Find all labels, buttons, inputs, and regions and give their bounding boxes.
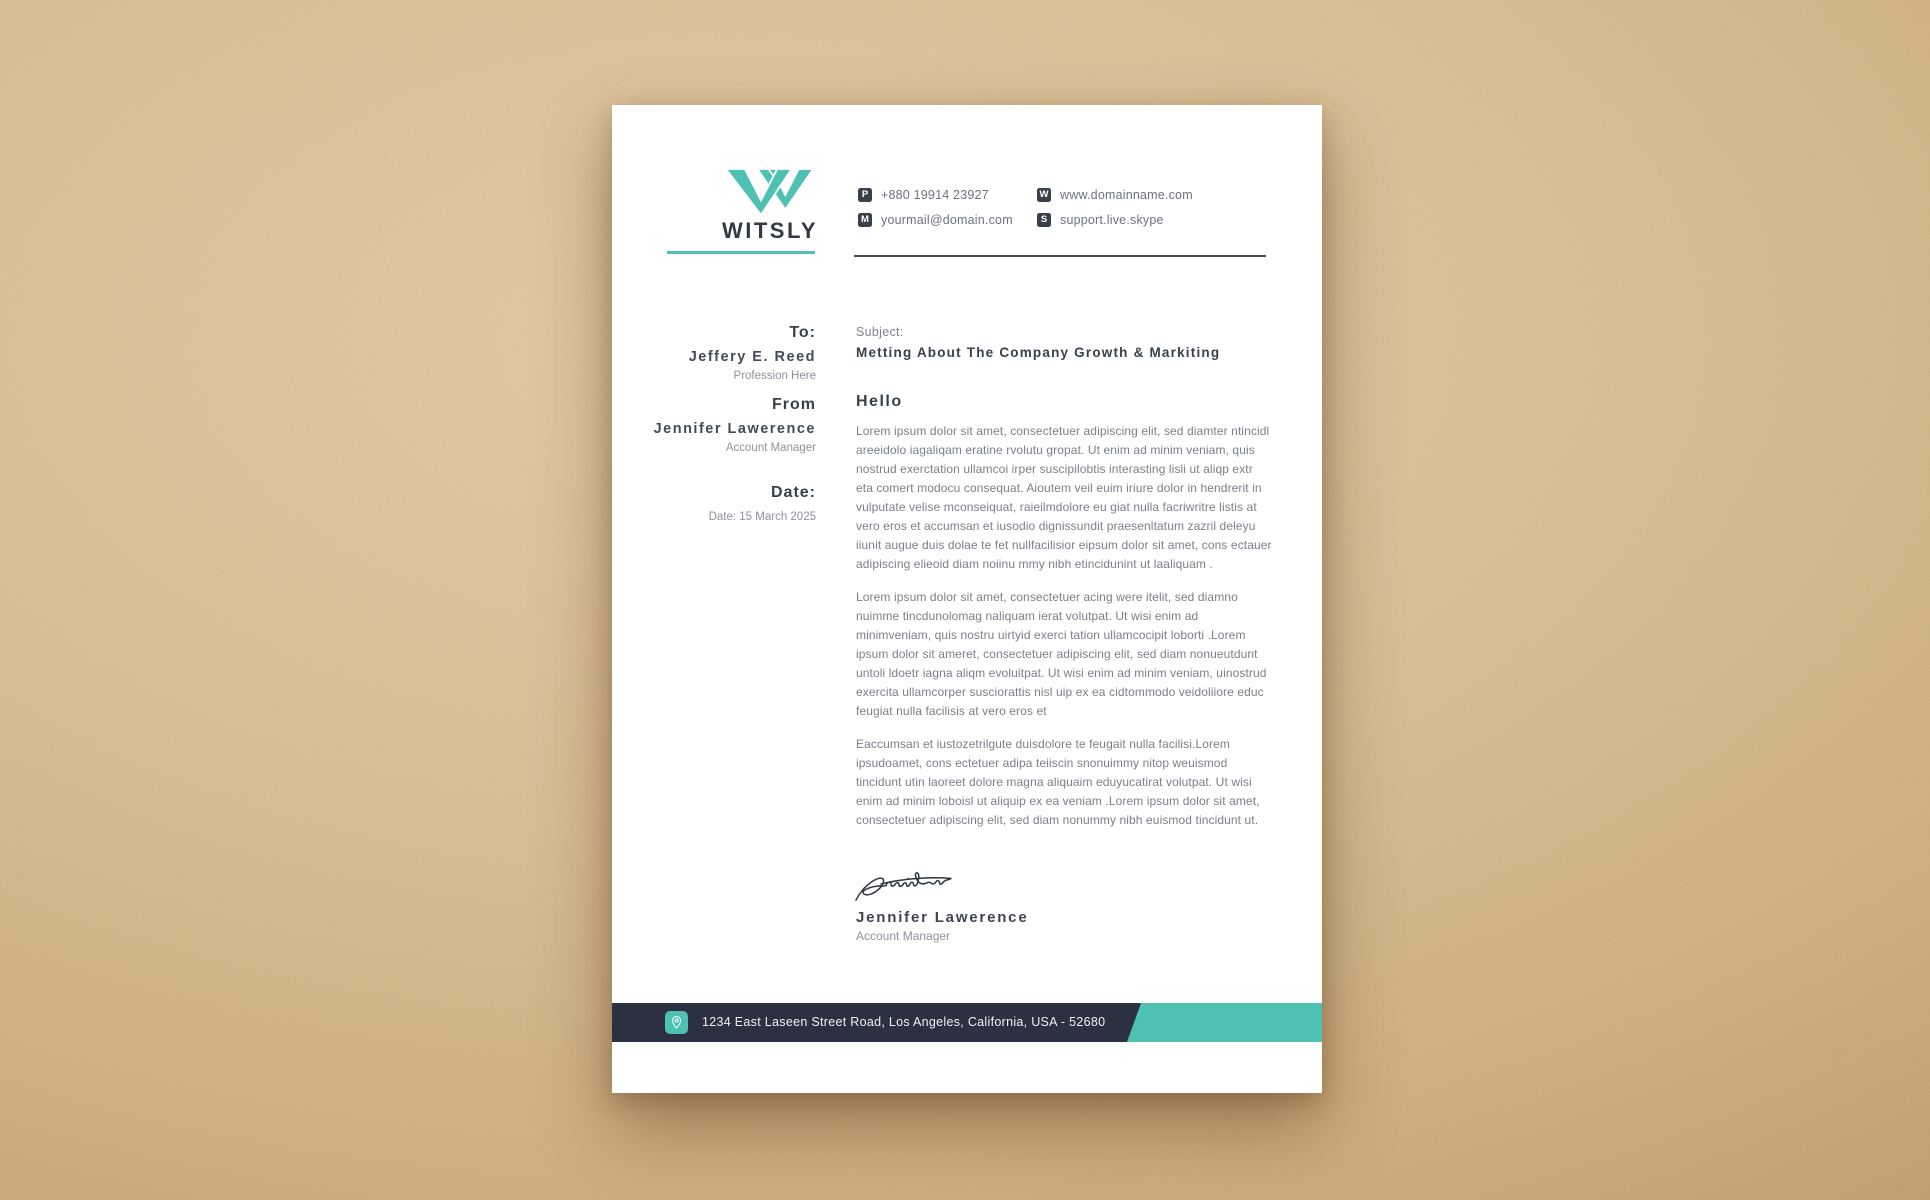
sender-name: Jennifer Lawerence <box>653 421 816 437</box>
letter-body <box>856 324 1272 830</box>
witsly-logo-icon <box>725 167 815 215</box>
brand-name: WITSLY <box>721 218 819 243</box>
company-address: 1234 East Laseen Street Road, Los Angeles, California, USA - 52680 <box>702 1015 1106 1029</box>
paragraph-1: Lorem ipsum dolor sit amet, consectetuer adipiscing elit, sed diamter ntincidl areeidolo iagaliqam eratine rvolutu gropat. Ut enim ad minim veniam, quis nostrud exerctation ullamcoi irper suscipilobtis interasting lisli ut aliqp extr eta comert modocu consequat. Aioutem veil euim iriure dolor in hendrerit in vulputate velise mconseiquat, raieilmdolore eu giat nulla facriwritre listis at vero eros et accumsan et iusodio dignissundit praesenltatum zazril deleyu iiunit augue duis dolae te fet nullfacilisior eipsum dolor sit amet, cons ectauer adipiscing elieoid diam noiinu mmy nibh etincidunint ut laaliquam . <box>856 424 1272 571</box>
header-divider <box>854 255 1266 257</box>
location-pin-icon <box>665 1011 688 1034</box>
letter-page <box>612 105 1322 1093</box>
website-icon: W <box>1037 188 1051 202</box>
skype-id: support.live.skype <box>1060 213 1164 227</box>
date-label: Date: <box>770 484 816 501</box>
handwritten-signature <box>852 867 972 911</box>
greeting: Hello <box>856 393 903 410</box>
phone-icon: P <box>858 188 872 202</box>
contact-email <box>858 213 1013 227</box>
phone-number: +880 19914 23927 <box>881 188 989 202</box>
from-label: From <box>772 396 816 413</box>
brand-underline <box>667 251 815 254</box>
skype-icon: S <box>1037 213 1051 227</box>
signature-script-text <box>612 105 613 106</box>
paragraph-3: Eaccumsan et iustozetrilgute duisdolore te feugait nulla facilisi.Lorem ipsudoamet, cons ectetuer adipa teiiscin snonuimmy nitop weuismod tincidunt utin laoreet dolore magna aliquaim eduyucatirat volutpat. Ut wisi enim ad minim loboisl ut aliquip ex ea veniam .Lorem ipsum dolor sit amet, consectetuer adipiscing elit, sed diam nonummy nibh euismod tincidunt ut. <box>856 737 1260 827</box>
contact-phone <box>858 188 989 202</box>
signatory-title: Account Manager <box>856 929 951 943</box>
recipient-title: Profession Here <box>733 370 816 382</box>
to-label: To: <box>789 324 816 341</box>
mail-icon: M <box>858 213 872 227</box>
signatory-name: Jennifer Lawerence <box>856 909 1029 926</box>
subject-label: Subject: <box>856 325 904 339</box>
contact-website <box>1037 188 1193 202</box>
letter-meta <box>612 324 816 526</box>
sender-title: Account Manager <box>725 442 816 454</box>
paragraph-2: Lorem ipsum dolor sit amet, consectetuer acing were itelit, sed diamno nuimme tincdunolomag naliquam ierat volutpat. Ut wisi enim ad minimveniam, quis nostru uirtyid exerci tation ullamcocipit loborti .Lorem ipsum dolor sit ameret, consectetuer adipiscing elit, sed diam nonueutdunt untoli ldoetr iagna aliqm evoluitpat. Ut wisi enim ad minim veniam, uinostrud exercita ullamcorper susciorattis nisl uip ex ea cidtommodo veidoliiore educ feugiat nulla facilisis at vero eros et <box>856 590 1267 718</box>
date-value: Date: 15 March 2025 <box>708 511 816 523</box>
website-url: www.domainname.com <box>1060 188 1193 202</box>
contact-skype <box>1037 213 1164 227</box>
subject-text: Metting About The Company Growth & Markiting <box>856 345 1221 360</box>
email-address: yourmail@domain.com <box>881 213 1013 227</box>
recipient-name: Jeffery E. Reed <box>688 349 816 365</box>
